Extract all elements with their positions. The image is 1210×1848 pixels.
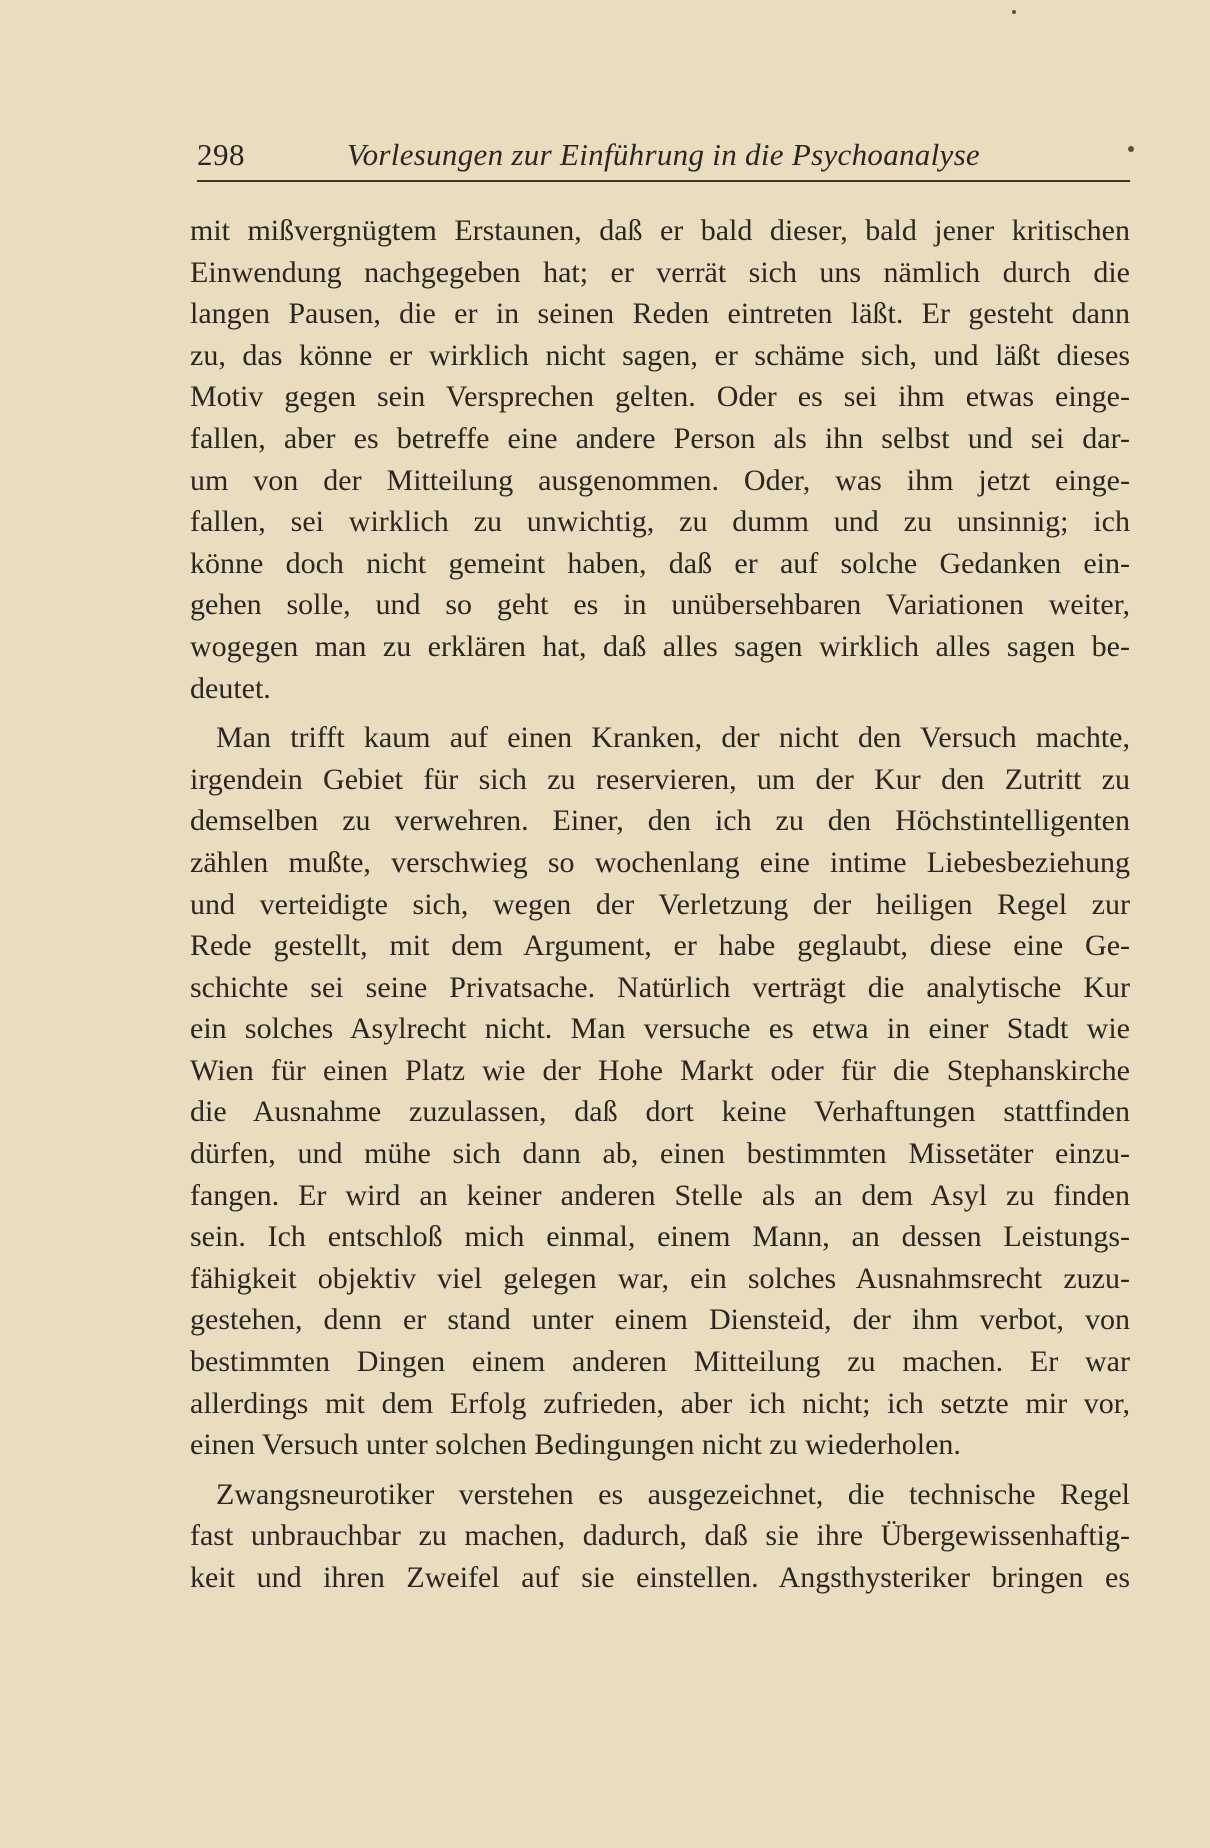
text-line: die Ausnahme zuzulassen, daß dort keine Verhaftungen stattfinden — [190, 1095, 1130, 1129]
text-line: fallen, sei wirklich zu unwichtig, zu dumm und zu unsinnig; ich — [190, 505, 1130, 539]
text-line: keit und ihren Zweifel auf sie einstellen. Angsthysteriker bringen es — [190, 1561, 1130, 1594]
paragraph — [190, 717, 1130, 1466]
text-line: einen Versuch unter solchen Bedingungen nicht zu wiederholen. — [190, 1428, 961, 1462]
text-line: fähigkeit objektiv viel gelegen war, ein solches Ausnahmsrecht zuzu- — [190, 1261, 1130, 1295]
text-line: fallen, aber es betreffe eine andere Person als ihn selbst und sei dar- — [190, 421, 1130, 455]
text-line: Motiv gegen sein Versprechen gelten. Oder es sei ihm etwas einge- — [190, 380, 1130, 414]
body-text — [190, 210, 1130, 1599]
text-line: und verteidigte sich, wegen der Verletzung der heiligen Regel zur — [190, 887, 1130, 921]
text-line: wogegen man zu erklären hat, daß alles sagen wirklich alles sagen be- — [190, 629, 1130, 663]
text-line: Rede gestellt, mit dem Argument, er habe geglaubt, diese eine Ge- — [190, 929, 1130, 963]
text-line: zu, das könne er wirklich nicht sagen, er schäme sich, und läßt dieses — [190, 338, 1130, 372]
page-header — [197, 137, 1130, 173]
text-line: irgendein Gebiet für sich zu reservieren, um der Kur den Zutritt zu — [190, 762, 1130, 796]
paragraph — [190, 1474, 1130, 1599]
text-line: Wien für einen Platz wie der Hohe Markt oder für die Stephanskirche — [190, 1053, 1130, 1087]
paragraph-gap — [190, 709, 1130, 717]
text-line: dürfen, und mühe sich dann ab, einen bestimmten Missetäter einzu- — [190, 1137, 1130, 1171]
text-line: Einwendung nachgegeben hat; er verrät sich uns nämlich durch die — [190, 255, 1130, 289]
text-line: sein. Ich entschloß mich einmal, einem Mann, an dessen Leistungs- — [190, 1220, 1130, 1254]
text-line: um von der Mitteilung ausgenommen. Oder, was ihm jetzt einge- — [190, 463, 1130, 497]
text-line: fangen. Er wird an keiner anderen Stelle als an dem Asyl zu finden — [190, 1178, 1130, 1212]
text-line: Man trifft kaum auf einen Kranken, der nicht den Versuch machte, — [216, 721, 1130, 755]
text-line: Zwangsneurotiker verstehen es ausgezeichnet, die technische Regel — [216, 1477, 1130, 1511]
text-line: gehen solle, und so geht es in unübersehbaren Variationen weiter, — [190, 588, 1130, 622]
text-line: demselben zu verwehren. Einer, den ich zu den Höchstintelligenten — [190, 804, 1130, 838]
page-number: 298 — [197, 137, 245, 172]
paper-spot — [1012, 10, 1016, 14]
paragraph — [190, 210, 1130, 709]
text-line: mit mißvergnügtem Erstaunen, daß er bald dieser, bald jener kritischen — [190, 214, 1130, 247]
text-line: bestimmten Dingen einem anderen Mitteilung zu machen. Er war — [190, 1345, 1130, 1379]
running-title: Vorlesungen zur Einführung in die Psychoanalyse — [346, 137, 980, 172]
paragraph-gap — [190, 1466, 1130, 1474]
text-line: allerdings mit dem Erfolg zufrieden, aber ich nicht; ich setzte mir vor, — [190, 1386, 1130, 1420]
paper-spot — [1128, 146, 1134, 152]
text-line: langen Pausen, die er in seinen Reden eintreten läßt. Er gesteht dann — [190, 297, 1130, 331]
text-line: deutet. — [190, 671, 271, 705]
header-rule — [197, 180, 1130, 182]
text-line: ein solches Asylrecht nicht. Man versuche es etwa in einer Stadt wie — [190, 1012, 1130, 1046]
text-line: gestehen, denn er stand unter einem Diensteid, der ihm verbot, von — [190, 1303, 1130, 1337]
text-line: schichte sei seine Privatsache. Natürlich verträgt die analytische Kur — [190, 970, 1130, 1004]
text-line: könne doch nicht gemeint haben, daß er auf solche Gedanken ein- — [190, 546, 1130, 580]
text-line: fast unbrauchbar zu machen, dadurch, daß sie ihre Übergewissenhaftig- — [190, 1519, 1130, 1553]
text-line: zählen mußte, verschwieg so wochenlang eine intime Liebesbeziehung — [190, 845, 1130, 879]
